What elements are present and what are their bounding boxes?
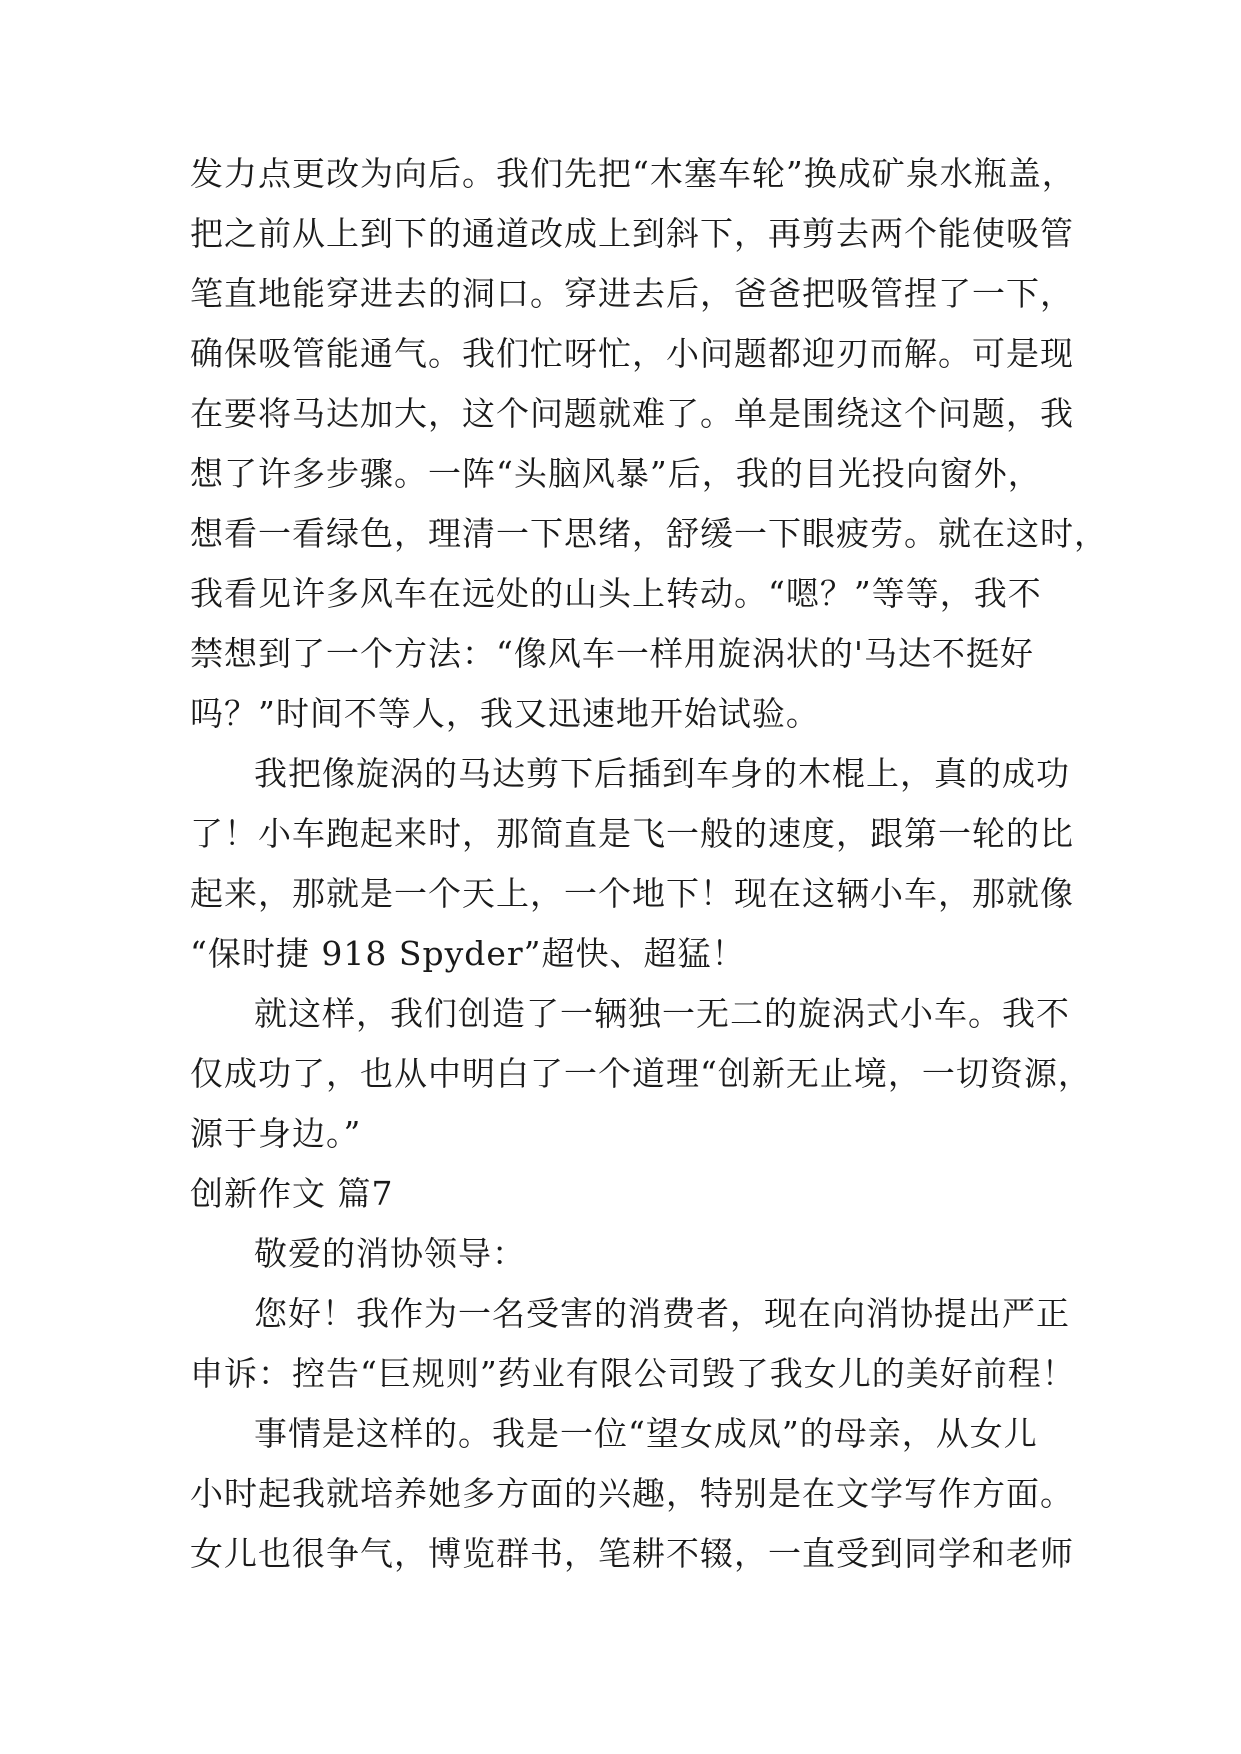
- text-line: 发力点更改为向后。我们先把“木塞车轮”换成矿泉水瓶盖，: [190, 154, 1076, 193]
- text-line: 吗？”时间不等人，我又迅速地开始试验。: [190, 694, 820, 733]
- text-line: 敬爱的消协领导：: [254, 1234, 526, 1273]
- text-line: 想看一看绿色，理清一下思绪，舒缓一下眼疲劳。就在这时，: [190, 514, 1108, 553]
- text-line: 事情是这样的。我是一位“望女成凤”的母亲，从女儿: [254, 1414, 1038, 1453]
- text-line: 您好！我作为一名受害的消费者，现在向消协提出严正: [254, 1294, 1070, 1333]
- text-line: 我看见许多风车在远处的山头上转动。“嗯？”等等，我不: [190, 574, 1042, 613]
- text-line: 女儿也很争气，博览群书，笔耕不辍，一直受到同学和老师: [190, 1534, 1074, 1573]
- text-line: 申诉：控告“巨规则”药业有限公司毁了我女儿的美好前程！: [190, 1354, 1076, 1393]
- text-line: 笔直地能穿进去的洞口。穿进去后，爸爸把吸管捏了一下，: [190, 274, 1074, 313]
- text-line: 起来，那就是一个天上，一个地下！现在这辆小车，那就像: [190, 874, 1074, 913]
- text-line: 就这样，我们创造了一辆独一无二的旋涡式小车。我不: [254, 994, 1070, 1033]
- text-line: “保时捷 918 Spyder”超快、超猛！: [190, 934, 746, 973]
- text-line: 确保吸管能通气。我们忙呀忙，小问题都迎刃而解。可是现: [190, 334, 1074, 373]
- text-line: 仅成功了，也从中明白了一个道理“创新无止境，一切资源，: [190, 1054, 1092, 1093]
- text-line: 了！小车跑起来时，那简直是飞一般的速度，跟第一轮的比: [190, 814, 1074, 853]
- text-line: 源于身边。”: [190, 1114, 362, 1153]
- text-line: 小时起我就培养她多方面的兴趣，特别是在文学写作方面。: [190, 1474, 1074, 1513]
- text-line: 在要将马达加大，这个问题就难了。单是围绕这个问题，我: [190, 394, 1074, 433]
- text-line: 禁想到了一个方法：“像风车一样用旋涡状的'马达不挺好: [190, 634, 1034, 673]
- section-heading: 创新作文 篇7: [190, 1174, 394, 1213]
- text-line: 我把像旋涡的马达剪下后插到车身的木棍上，真的成功: [254, 754, 1070, 793]
- text-line: 想了许多步骤。一阵“头脑风暴”后，我的目光投向窗外，: [190, 454, 1042, 493]
- text-line: 把之前从上到下的通道改成上到斜下，再剪去两个能使吸管: [190, 214, 1074, 253]
